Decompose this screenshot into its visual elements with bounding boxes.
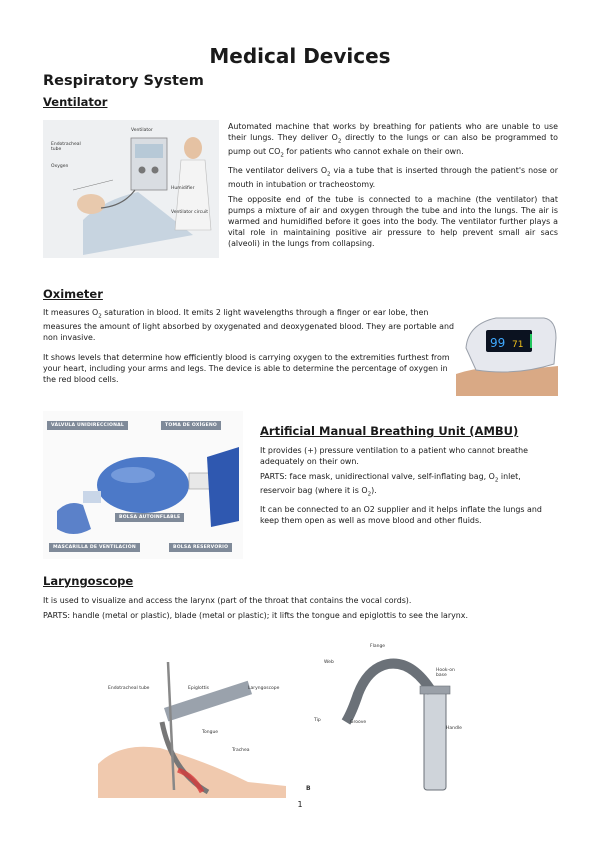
heading-ventilator: Ventilator <box>43 95 108 109</box>
ventilator-label-ventilator: Ventilator <box>131 128 153 133</box>
ventilator-paragraph-3: The opposite end of the tube is connected to a machine (the ventilator) that pumps a mixture of air and oxygen through the tube and into the lungs. The air is warmed and humidified before it goes into the body. The ventilator further plays a vital role in maintaining positive air pressure to help prevent small air sacs (alveoli) in the lungs from collapsing. <box>228 195 558 248</box>
ambu-illustration <box>43 411 243 559</box>
heading-ambu: Artificial Manual Breathing Unit (AMBU) <box>260 424 519 438</box>
laryngoscope-text <box>43 596 563 622</box>
section-heading-respiratory: Respiratory System <box>43 73 204 89</box>
ventilator-paragraph-2: The ventilator delivers $O_2$ via a tube that is inserted through the patient's nose or mouth in intubation or tracheostomy. <box>228 165 558 190</box>
oximeter-spo2-readout: 99 <box>490 336 506 350</box>
oximeter-paragraph-2: It shows levels that determine how efficiently blood is carrying oxygen to the extremities furthest from your heart, including your arms and legs. The device is able to determine the percentage of oxygen in the red blood cells. <box>43 353 450 385</box>
laryngoscope-label-tip: Tip <box>314 718 321 723</box>
ambu-paragraph-1: It provides (+) pressure ventilation to a patient who cannot breathe adequately on their own. <box>260 446 528 466</box>
ventilator-label-oxygen: Oxygen <box>51 164 69 169</box>
oximeter-photo <box>456 304 558 396</box>
laryngoscope-figure-letter: B <box>306 785 311 792</box>
ambu-label-oxygen: TOMA DE OXÍGENO <box>161 421 221 430</box>
ventilator-label-humidifier: Humidifier <box>171 186 195 191</box>
ventilator-label-circuit: Ventilator circuit <box>171 210 208 215</box>
laryngoscope-label-flange: Flange <box>370 644 386 649</box>
oximeter-paragraph-1: It measures $O_2$ saturation in blood. It emits 2 light wavelengths through a finger or ear lobe, then measures the amount of light absorbed by oxygenated and deoxygenated blood. They are portable and non invasive. <box>43 308 454 343</box>
page-title: Medical Devices <box>209 44 391 68</box>
ventilator-text <box>228 122 558 250</box>
laryngoscope-left-drawing <box>98 652 286 798</box>
laryngoscope-label-epiglottis: Epiglottis <box>188 686 209 691</box>
ventilator-paragraph-1: Automated machine that works by breathing for patients who are unable to use their lungs. They deliver $O_2$ directly to the lungs or can also be programmed to pump out $CO_2$ for patients who cannot exhale on their own. <box>228 122 558 159</box>
laryngoscope-paragraph-2: PARTS: handle (metal or plastic), blade (metal or plastic); it lifts the tongue and epiglottis to see the larynx. <box>43 610 468 620</box>
laryngoscope-label-trachea: Trachea <box>232 748 250 753</box>
oximeter-text <box>43 308 455 386</box>
laryngoscope-label-web: Web <box>324 660 334 665</box>
ambu-label-reservoir: BOLSA RESERVORIO <box>169 543 232 552</box>
ambu-label-valve: VÁLVULA UNIDIRECCIONAL <box>47 421 128 430</box>
ambu-drawing <box>43 411 243 559</box>
ambu-text <box>260 446 558 527</box>
ventilator-illustration <box>43 120 219 258</box>
page-number: 1 <box>297 800 303 809</box>
laryngoscope-label-groove: Groove <box>350 720 367 725</box>
oximeter-pr-readout: 71 <box>512 340 524 350</box>
laryngoscope-label-tongue: Tongue <box>202 730 219 735</box>
oximeter-drawing <box>456 304 558 396</box>
ambu-paragraph-2: PARTS: face mask, unidirectional valve, self-inflating bag, $O_2$ inlet, reservoir bag (where it is $O_2$). <box>260 471 521 498</box>
laryngoscope-label-hook: Hook-on base <box>436 668 455 678</box>
laryngoscope-illustration-right <box>306 642 468 798</box>
ambu-label-bag: BOLSA AUTOINFLABLE <box>115 513 184 522</box>
ventilator-label-tube: Endotracheal tube <box>51 142 81 152</box>
laryngoscope-illustration-left <box>98 652 286 798</box>
ambu-paragraph-3: It can be connected to an O2 supplier and it helps inflate the lungs and keep them open as well as move blood and other fluids. <box>260 504 542 525</box>
laryngoscope-label-instrument: Laryngoscope <box>248 686 280 691</box>
ambu-label-mask: MASCARILLA DE VENTILACIÓN <box>49 543 140 552</box>
heading-laryngoscope: Laryngoscope <box>43 574 134 588</box>
laryngoscope-label-handle: Handle <box>446 726 462 731</box>
laryngoscope-label-tube: Endotracheal tube <box>108 686 150 691</box>
laryngoscope-paragraph-1: It is used to visualize and access the larynx (part of the throat that contains the vocal cords). <box>43 596 412 605</box>
heading-oximeter: Oximeter <box>43 287 103 301</box>
